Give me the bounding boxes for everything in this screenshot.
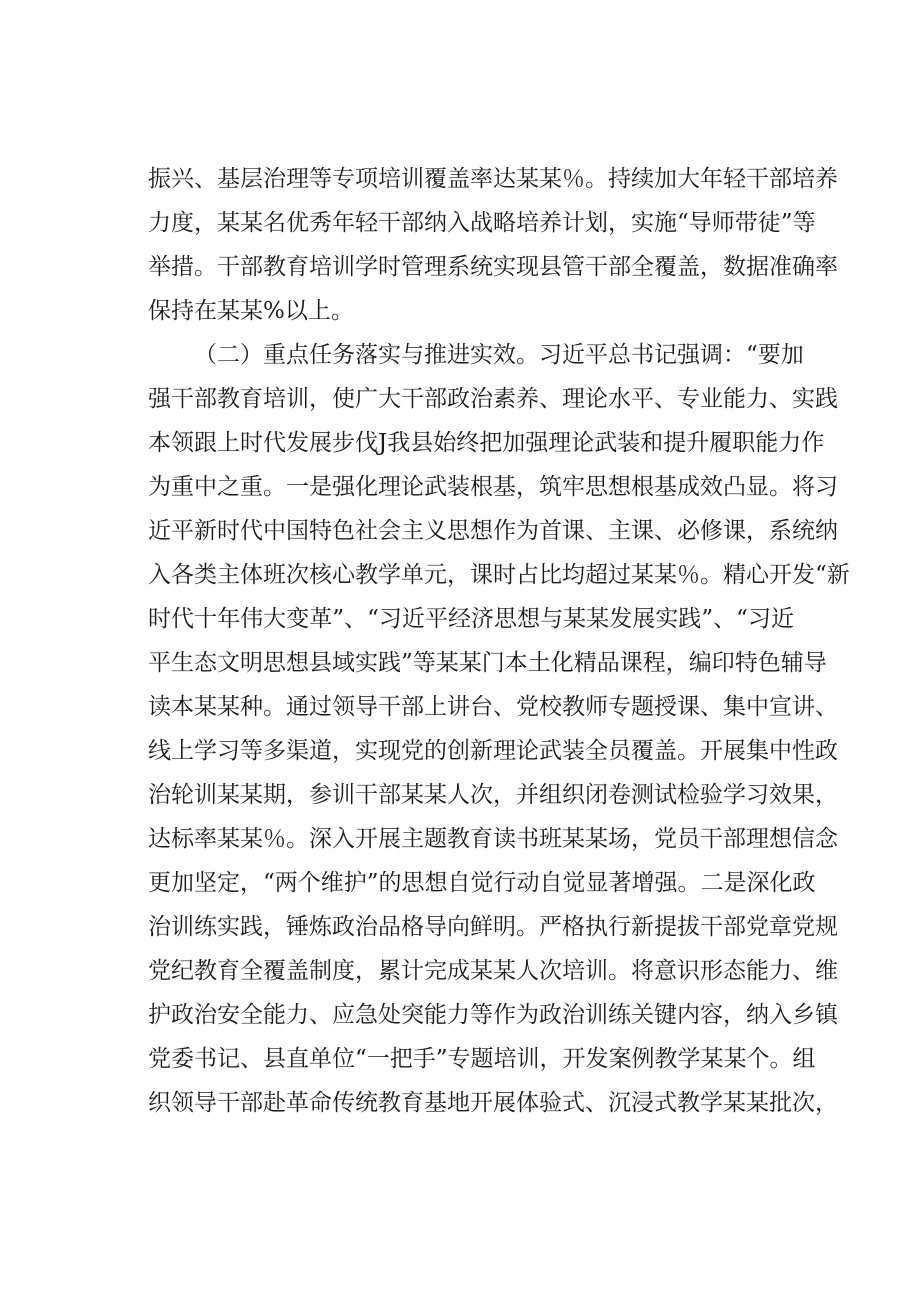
text-line: 为重中之重。一是强化理论武装根基，筑牢思想根基成效凸显。将习 xyxy=(148,474,838,500)
text-line: 时代十年伟大变革”、“习近平经济思想与某某发展实践”、“习近 xyxy=(148,606,794,632)
text-line: 力度，某某名优秀年轻干部纳入战略培养计划，实施“导师带徒”等 xyxy=(148,210,816,236)
text-line: 入各类主体班次核心教学单元，课时占比均超过某某％。精心开发“新 xyxy=(148,562,850,588)
text-line: 党纪教育全覆盖制度，累计完成某某人次培训。将意识形态能力、维 xyxy=(148,958,838,984)
document-body xyxy=(148,157,850,1125)
paragraph-continued xyxy=(148,157,838,333)
text-line: 保持在某某%以上。 xyxy=(148,298,354,324)
text-line: 振兴、基层治理等专项培训覆盖率达某某％。持续加大年轻干部培养 xyxy=(148,166,838,192)
text-line: 更加坚定，“两个维护”的思想自觉行动自觉显著增强。二是深化政 xyxy=(148,870,816,896)
text-line: 近平新时代中国特色社会主义思想作为首课、主课、必修课，系统纳 xyxy=(148,518,838,544)
text-line: 党委书记、县直单位“一把手”专题培训，开发案例教学某某个。组 xyxy=(148,1046,816,1072)
text-line: 平生态文明思想县域实践”等某某门本土化精品课程，编印特色辅导 xyxy=(148,650,827,676)
text-line: 达标率某某％。深入开展主题教育读书班某某场，党员干部理想信念 xyxy=(148,826,838,852)
text-line: 织领导干部赴革命传统教育基地开展体验式、沉浸式教学某某批次， xyxy=(148,1090,838,1116)
text-line: 读本某某种。通过领导干部上讲台、党校教师专题授课、集中宣讲、 xyxy=(148,694,838,720)
text-line: 治轮训某某期，参训干部某某人次，并组织闭卷测试检验学习效果， xyxy=(148,782,838,808)
text-line: 护政治安全能力、应急处突能力等作为政治训练关键内容，纳入乡镇 xyxy=(148,1002,838,1028)
text-line: 强干部教育培训，使广大干部政治素养、理论水平、专业能力、实践 xyxy=(148,386,838,412)
text-line: 治训练实践，锤炼政治品格导向鲜明。严格执行新提拔干部党章党规 xyxy=(148,914,838,940)
section-heading-line: （二）重点任务落实与推进实效。习近平总书记强调：“要加 xyxy=(194,342,804,368)
paragraph-section-two xyxy=(148,333,850,1125)
text-line: 线上学习等多渠道，实现党的创新理论武装全员覆盖。开展集中性政 xyxy=(148,738,838,764)
text-line: 本领跟上时代发展步伐J我县始终把加强理论武装和提升履职能力作 xyxy=(148,430,825,456)
text-line: 举措。干部教育培训学时管理系统实现县管干部全覆盖，数据准确率 xyxy=(148,254,838,280)
